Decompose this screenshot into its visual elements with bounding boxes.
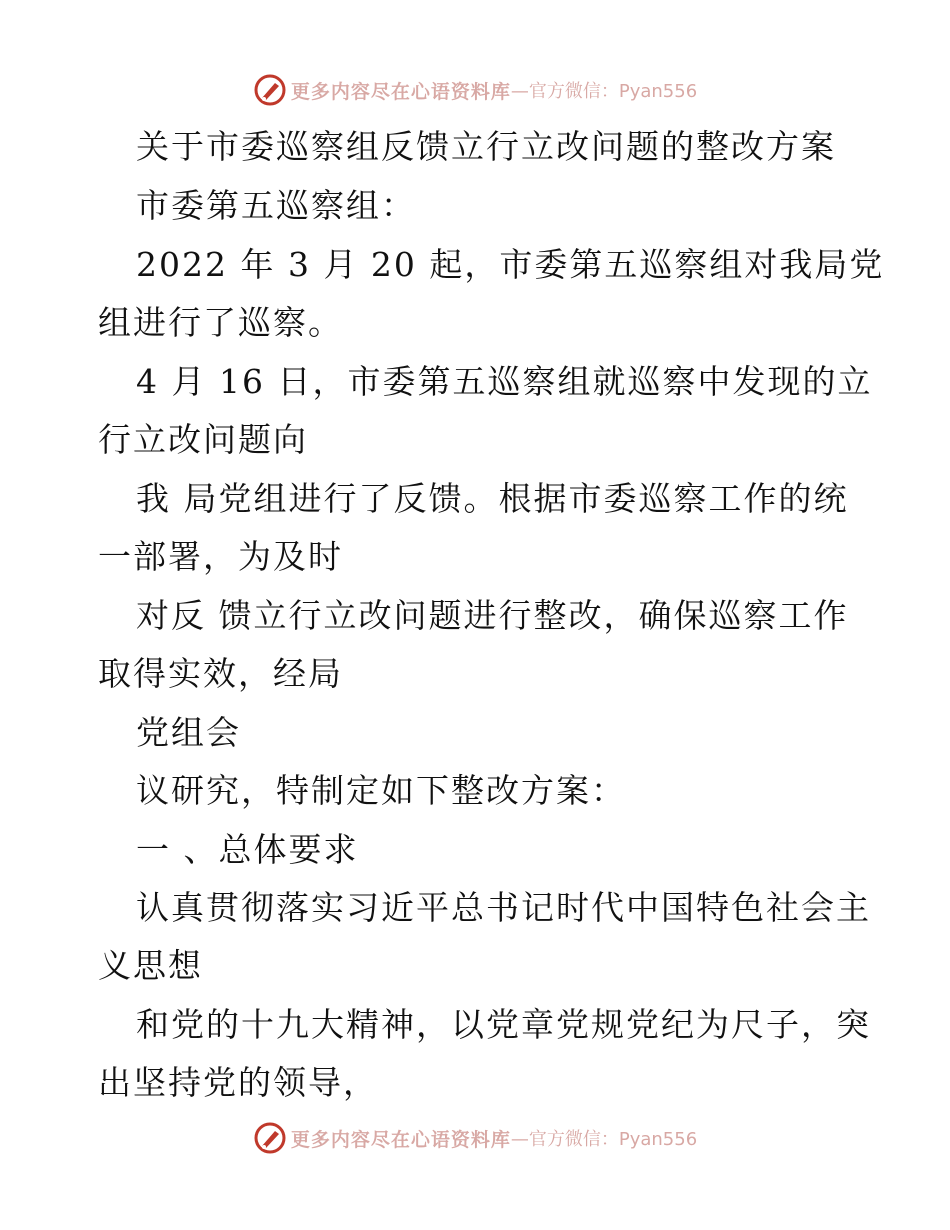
text-line: 和党的十九大精神，以党章党规党纪为尺子，突	[136, 1005, 871, 1044]
text-line: 义思想	[98, 946, 203, 985]
text-line: 认真贯彻落实习近平总书记时代中国特色社会主	[136, 888, 871, 927]
pen-logo-icon	[253, 1121, 287, 1155]
addressee: 市委第五巡察组：	[136, 186, 416, 225]
text-line: 取得实效，经局	[98, 654, 343, 693]
text-line: 2022 年 3 月 20 起，市委第五巡察组对我局党	[136, 245, 885, 284]
text-line: 我 局党组进行了反馈。根据市委巡察工作的统	[136, 479, 849, 518]
text-line: 行立改问题向	[98, 420, 308, 459]
banner-wechat-text: —官方微信：Pyan556	[510, 81, 698, 102]
text-line: 对反 馈立行立改问题进行整改，确保巡察工作	[136, 596, 849, 635]
banner-main-text: 更多内容尽在心语资料库	[290, 1128, 511, 1151]
text-line: 议研究，特制定如下整改方案：	[136, 771, 626, 810]
text-line: 党组会	[136, 713, 241, 752]
pen-logo-icon	[253, 73, 287, 107]
text-line: 出坚持党的领导，	[98, 1063, 378, 1102]
watermark-banner-top	[0, 70, 950, 110]
text-line: 一部署，为及时	[98, 537, 343, 576]
watermark-banner-bottom	[0, 1118, 950, 1158]
banner-wechat-text: —官方微信：Pyan556	[510, 1129, 698, 1150]
document-title: 关于市委巡察组反馈立行立改问题的整改方案	[136, 127, 836, 166]
text-line: 组进行了巡察。	[98, 303, 343, 342]
text-line: 4 月 16 日，市委第五巡察组就巡察中发现的立	[136, 362, 873, 401]
banner-main-text: 更多内容尽在心语资料库	[290, 80, 511, 103]
section-heading: 一 、总体要求	[136, 830, 359, 869]
